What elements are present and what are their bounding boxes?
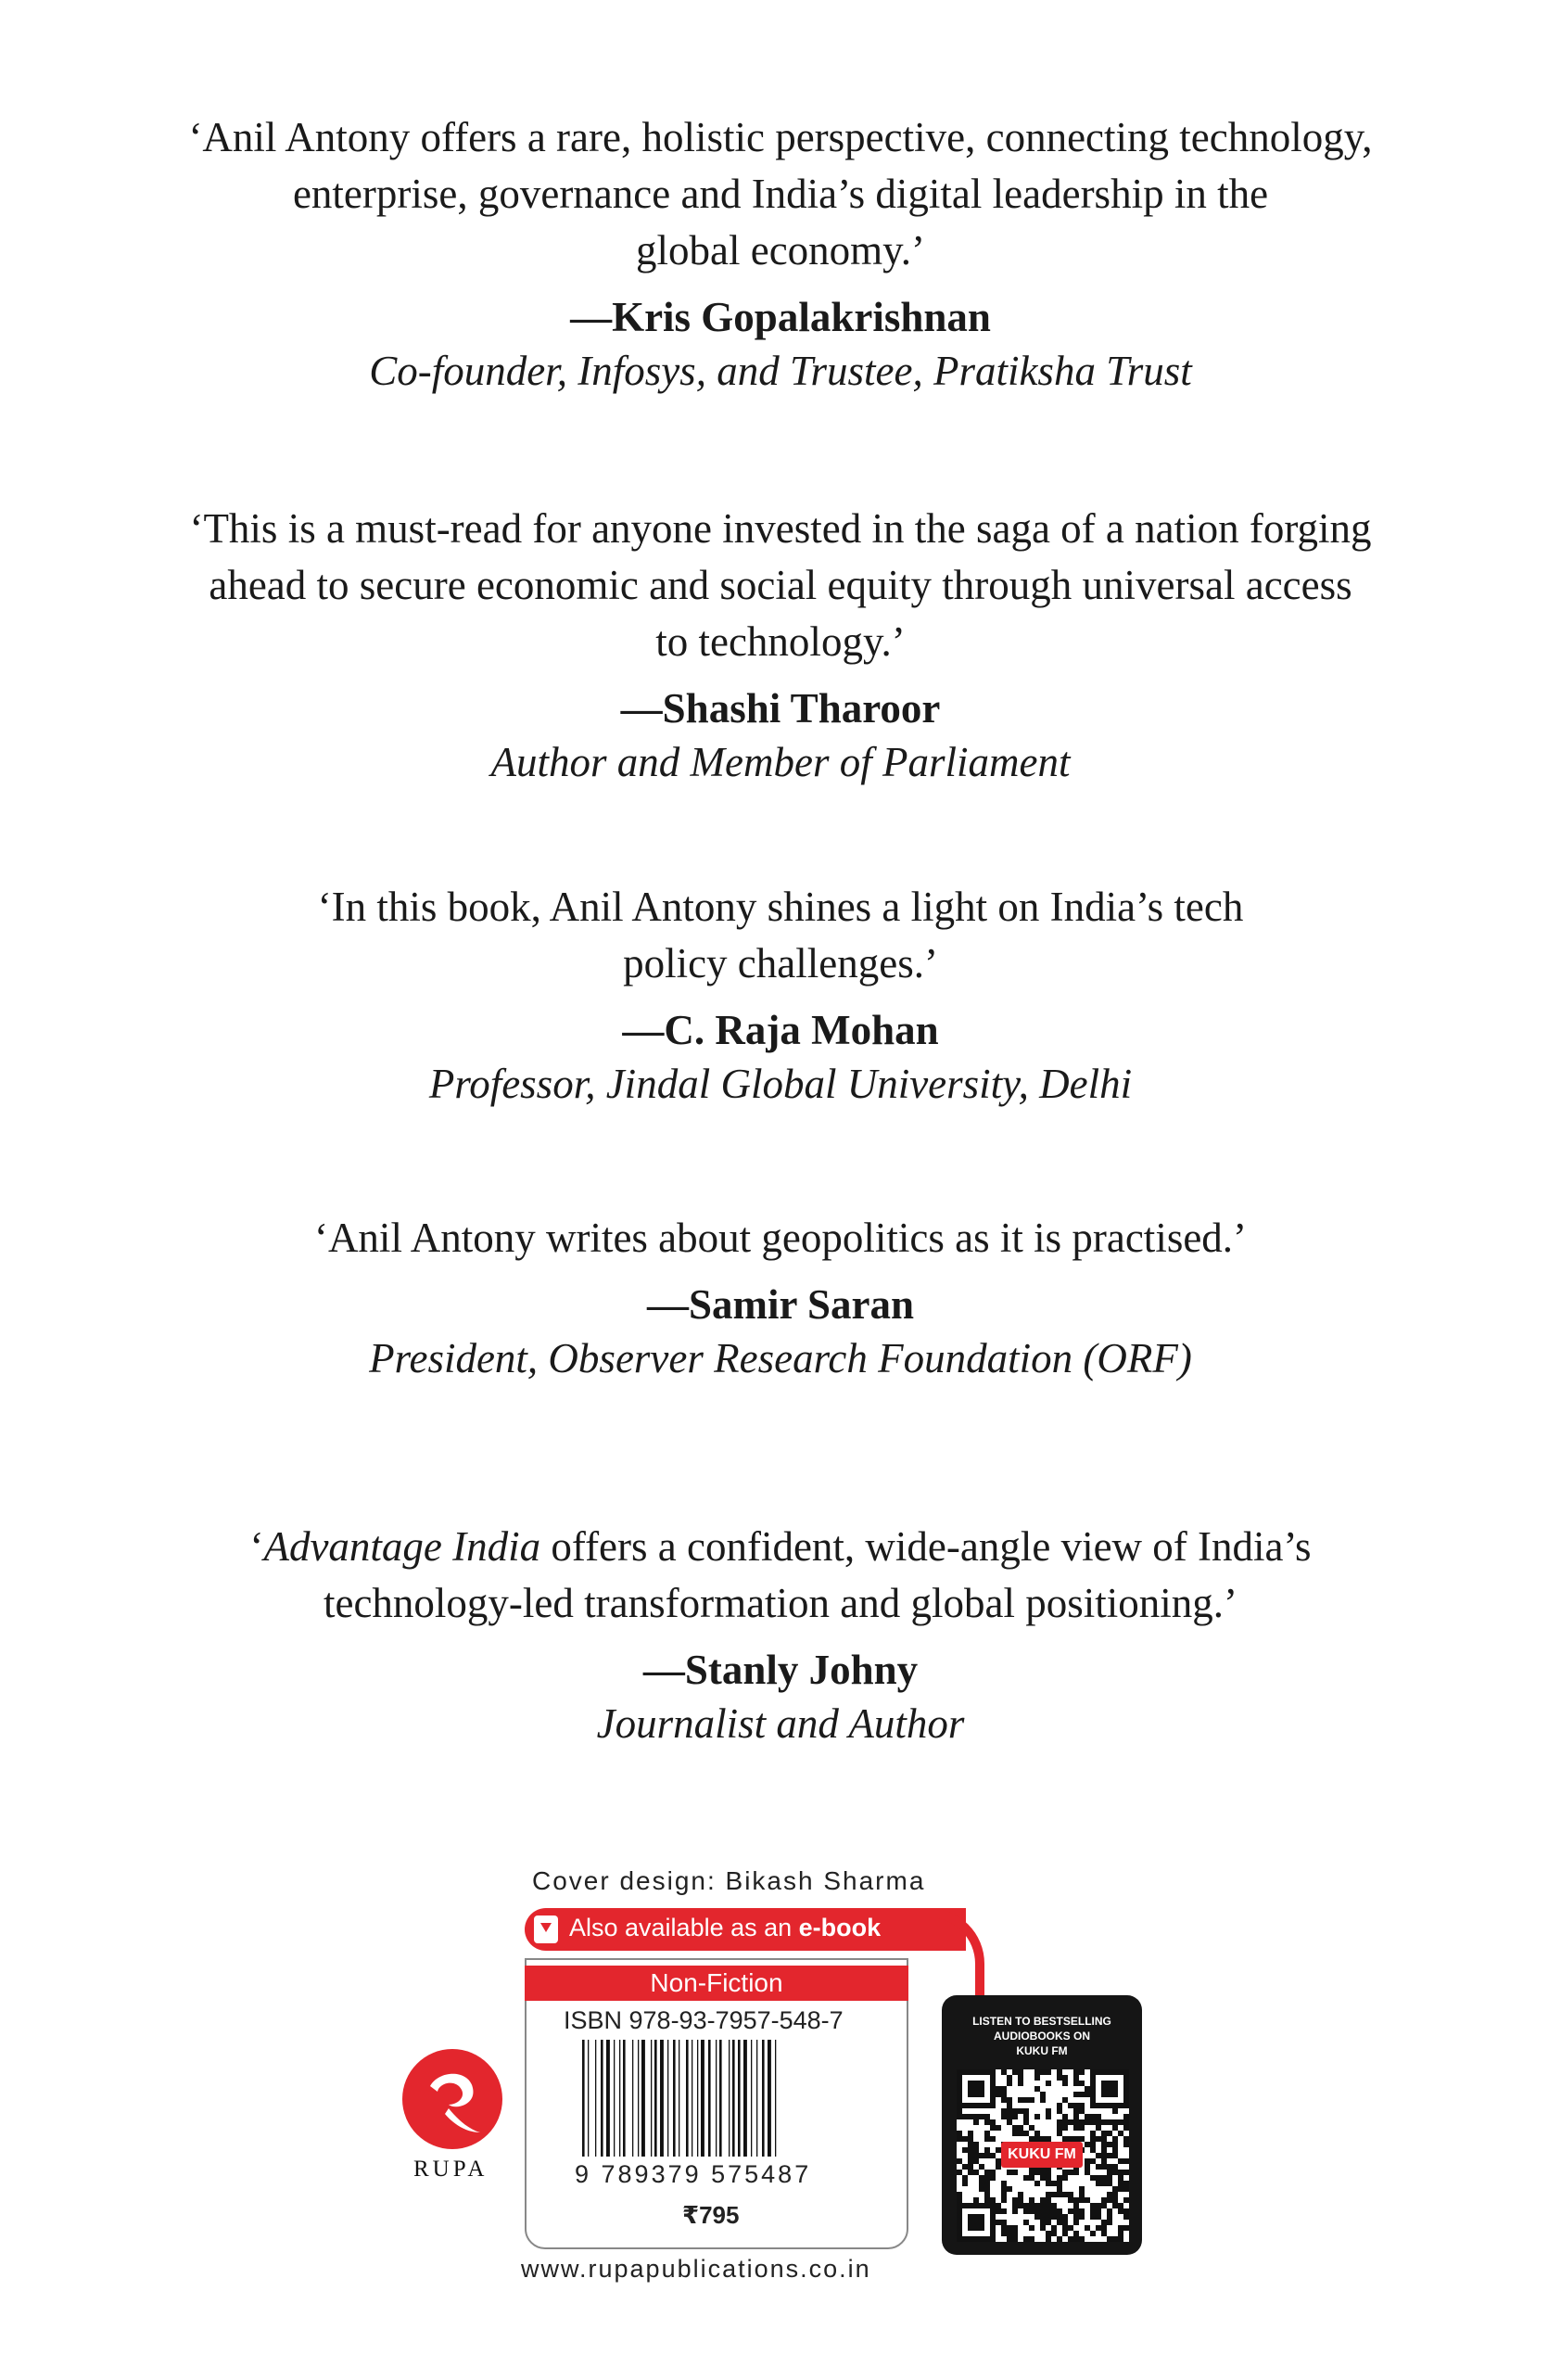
book-title: Advantage India (263, 1523, 541, 1570)
ebook-banner (525, 1908, 966, 1951)
testimonial-role: Professor, Jindal Global University, Delhi (428, 1061, 1133, 1107)
testimonial-role: President, Observer Research Foundation (ORF) (369, 1335, 1192, 1381)
testimonial-quote: ‘This is a must-read for anyone invested in the saga of a nation forging ahead to secure economic and social equity through universal access to technology.’ (189, 505, 1372, 665)
download-icon (534, 1915, 558, 1943)
testimonial-role: Co-founder, Infosys, and Trustee, Pratiksha Trust (369, 348, 1192, 394)
testimonial-role: Author and Member of Parliament (490, 739, 1071, 785)
isbn: ISBN 978-93-7957-548-7 (564, 2006, 844, 2034)
testimonial-author: —Samir Saran (647, 1281, 914, 1328)
barcode-digits: 9 789379 575487 (575, 2160, 812, 2188)
genre-label: Non-Fiction (525, 1966, 908, 2001)
testimonial-4 (130, 1210, 1431, 1385)
testimonial-quote: ‘Advantage India offers a confident, wide-angle view of India’s technology-led transformation and global positioning.’ (249, 1523, 1312, 1626)
testimonial-1 (130, 109, 1431, 398)
cover-credit: Cover design: Bikash Sharma (532, 1866, 926, 1895)
testimonial-author: —Stanly Johny (642, 1647, 919, 1693)
testimonial-2 (130, 501, 1431, 789)
testimonial-author: —Kris Gopalakrishnan (570, 294, 991, 340)
publisher-name: RUPA (413, 2157, 489, 2182)
testimonial-quote: ‘In this book, Anil Antony shines a light on India’s tech policy challenges.’ (317, 884, 1244, 986)
testimonial-3 (130, 879, 1431, 1111)
ebook-text: Also available as an e-book (569, 1914, 882, 1941)
testimonial-quote: ‘Anil Antony writes about geopolitics as it is practised.’ (313, 1215, 1248, 1261)
website-url: www.rupapublications.co.in (521, 2255, 871, 2283)
barcode-icon (582, 2040, 823, 2157)
testimonial-5 (130, 1519, 1431, 1750)
testimonial-author: —C. Raja Mohan (622, 1007, 939, 1053)
rupa-logo-icon (402, 2049, 502, 2149)
testimonial-role: Journalist and Author (596, 1700, 965, 1747)
kuku-fm-badge: KUKU FM (1001, 2142, 1083, 2168)
kuku-fm-text: LISTEN TO BESTSELLING AUDIOBOOKS ON KUKU FM (972, 2015, 1111, 2057)
testimonial-author: —Shashi Tharoor (620, 685, 941, 732)
testimonial-quote: ‘Anil Antony offers a rare, holistic perspective, connecting technology, enterprise, governance and India’s digital leadership in the global economy.’ (188, 114, 1373, 274)
price: ₹795 (682, 2201, 740, 2229)
